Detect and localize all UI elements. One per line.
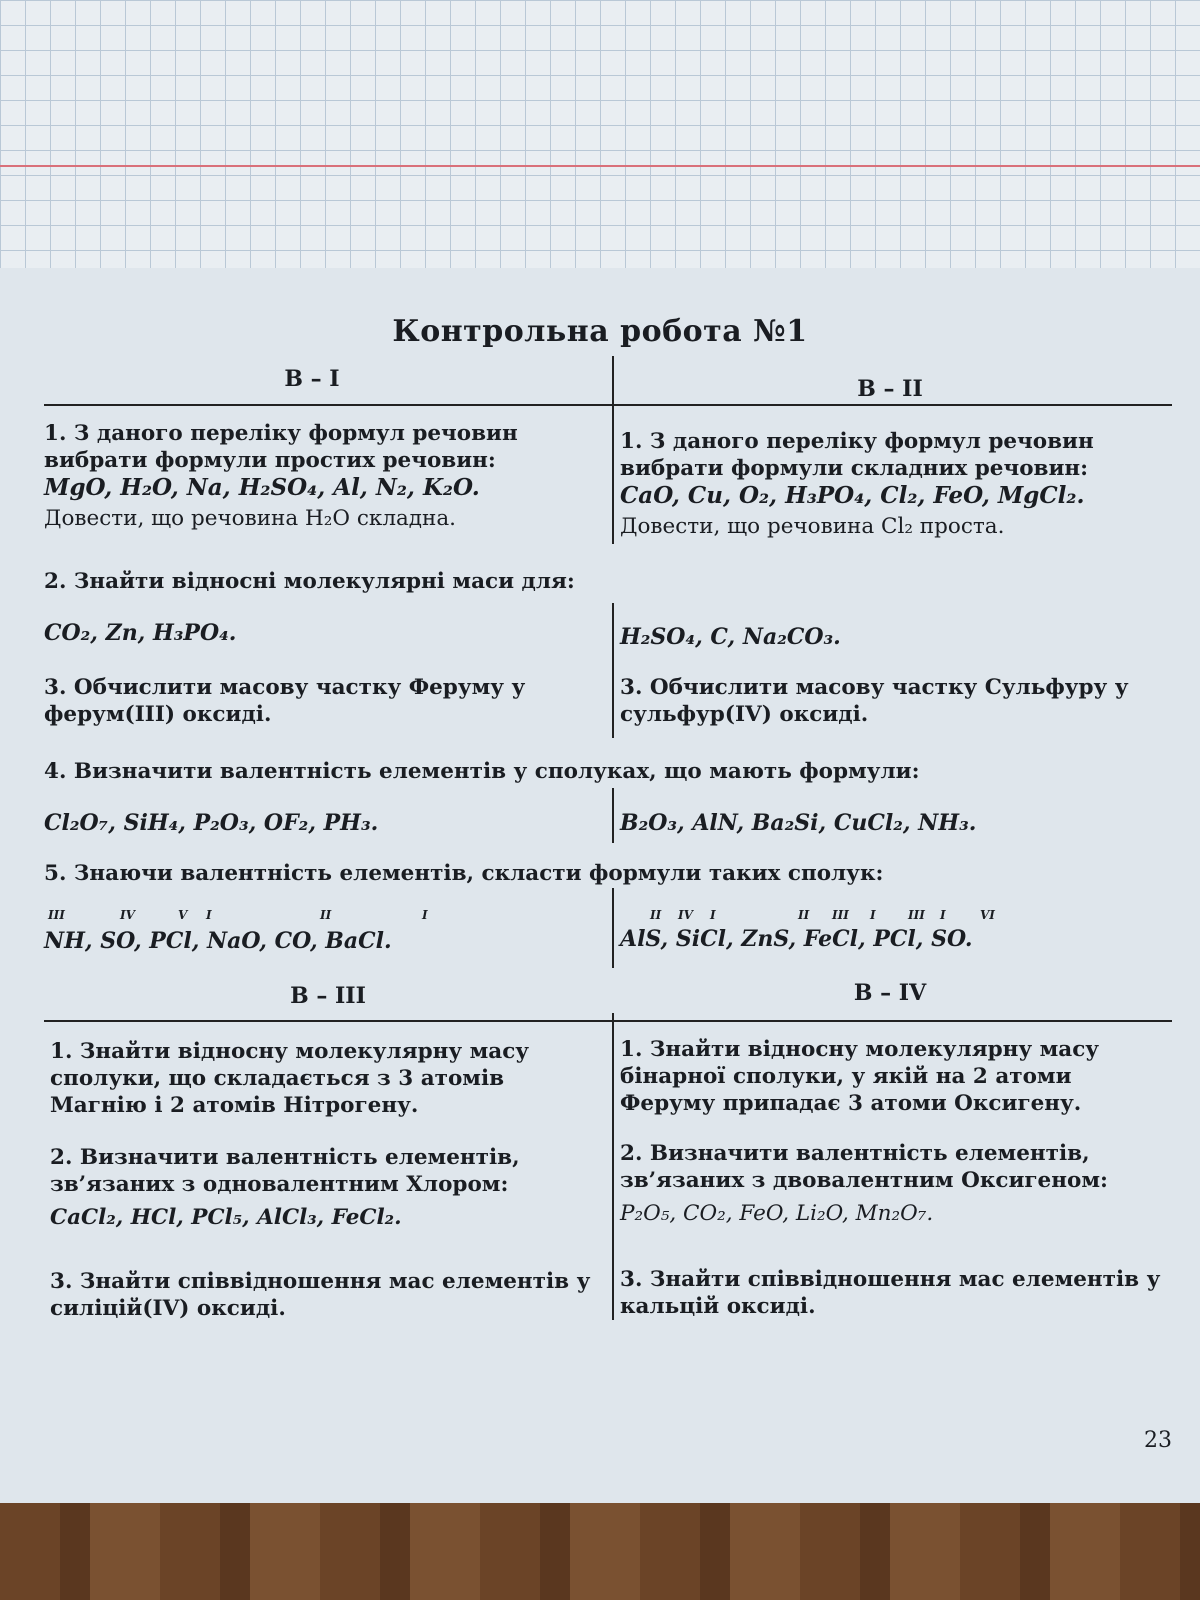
- v1-task-5-formulas: [44, 928, 392, 954]
- notebook-grid-paper: [0, 0, 1200, 300]
- v4-task-1-line-2: бінарної сполуки, у якій на 2 атоми: [620, 1064, 1072, 1089]
- valence-label: VI: [980, 908, 995, 922]
- variant-2-header: В – ІІ: [857, 376, 923, 402]
- v3-task-2-formulas: CaCl₂, HCl, PCl₅, AlCl₃, FeCl₂.: [50, 1205, 402, 1230]
- v1-task-1-line-1: 1. З даного переліку формул речовин: [44, 421, 518, 446]
- v4-task-3-line-1: 3. Знайти співвідношення мас елементів у: [620, 1267, 1161, 1292]
- v4-task-3: [620, 1266, 1170, 1320]
- column-divider: [612, 888, 614, 968]
- v2-task-3-line-2: сульфур(IV) оксиді.: [620, 702, 869, 727]
- v3-task-3-line-2: силіцій(IV) оксиді.: [50, 1296, 286, 1321]
- v3-task-1: [50, 1038, 608, 1119]
- v4-task-2-formulas: P₂O₅, CO₂, FeO, Li₂O, Mn₂O₇.: [620, 1201, 934, 1226]
- valence-label: III: [832, 908, 849, 922]
- v2-task-2-formulas: H₂SO₄, C, Na₂CO₃.: [620, 624, 841, 650]
- valence-label: III: [908, 908, 925, 922]
- task-5-prompt: [44, 860, 883, 887]
- v3-task-3-line-1: 3. Знайти співвідношення мас елементів у: [50, 1269, 591, 1294]
- v2-task-1-line-1: 1. З даного переліку формул речовин: [620, 429, 1094, 454]
- v1-task-3-line-1: 3. Обчислити масову частку Феруму у: [44, 675, 526, 700]
- middle-divider: [44, 1020, 1172, 1022]
- v2-task-1: [620, 428, 1170, 540]
- v2-task-1-line-2: вибрати формули складних речовин:: [620, 456, 1089, 481]
- v2-task-5-formulas: [620, 926, 973, 952]
- valence-label: II: [320, 908, 332, 922]
- valence-label: III: [48, 908, 65, 922]
- v4-task-3-line-2: кальцій оксиді.: [620, 1294, 816, 1319]
- v1-task-1: [44, 420, 610, 532]
- column-divider-bottom: [612, 1020, 614, 1320]
- variant-1-header: В – І: [284, 366, 340, 392]
- v1-task-4-formulas: Cl₂O₇, SiH₄, P₂O₃, OF₂, PH₃.: [44, 810, 379, 836]
- v1-task-1-prove: Довести, що речовина H₂O складна.: [44, 506, 457, 531]
- column-divider: [612, 603, 614, 738]
- valence-label: I: [870, 908, 876, 922]
- v1-task-1-formulas: MgO, H₂O, Na, H₂SO₄, Al, N₂, K₂O.: [44, 474, 480, 501]
- task-4-prompt: [44, 758, 920, 785]
- variant-3-header: В – ІІІ: [290, 983, 366, 1009]
- task-2-prompt: [44, 568, 575, 595]
- top-divider: [44, 404, 1172, 406]
- v2-task-3: [620, 674, 1170, 728]
- valence-label: IV: [120, 908, 135, 922]
- v4-task-1-line-3: Феруму припадає 3 атоми Оксигену.: [620, 1091, 1082, 1116]
- v4-task-2-line-1: 2. Визначити валентність елементів,: [620, 1141, 1090, 1166]
- v2-task-5-formulas-text: AlS, SiCl, ZnS, FeCl, PCl, SO.: [620, 926, 973, 952]
- valence-label: I: [710, 908, 716, 922]
- v3-task-1-line-2: сполуки, що складається з 3 атомів: [50, 1066, 505, 1091]
- valence-label: I: [206, 908, 212, 922]
- v3-task-1-line-3: Магнію і 2 атомів Нітрогену.: [50, 1093, 419, 1118]
- v4-task-1: [620, 1036, 1170, 1117]
- v4-task-2: [620, 1140, 1170, 1227]
- valence-label: I: [940, 908, 946, 922]
- v1-task-5-formulas-text: NH, SO, PCl, NaO, CO, BaCl.: [44, 928, 392, 954]
- v2-task-4-formulas: B₂O₃, AlN, Ba₂Si, CuCl₂, NH₃.: [620, 810, 977, 836]
- task-2-prompt-text: 2. Знайти відносні молекулярні маси для:: [44, 569, 575, 594]
- v3-task-1-line-1: 1. Знайти відносну молекулярну масу: [50, 1039, 530, 1064]
- page-number: 23: [1144, 1428, 1172, 1453]
- valence-label: II: [798, 908, 810, 922]
- column-divider: [612, 356, 614, 544]
- valence-label: I: [422, 908, 428, 922]
- variant-4-header: В – IV: [853, 980, 927, 1006]
- test-page: [0, 268, 1200, 1503]
- v3-task-2: [50, 1144, 608, 1231]
- v4-task-1-line-1: 1. Знайти відносну молекулярну масу: [620, 1037, 1100, 1062]
- valence-label: IV: [678, 908, 693, 922]
- v4-task-2-line-2: зв’язаних з двовалентним Оксигеном:: [620, 1168, 1108, 1193]
- v3-task-2-line-2: зв’язаних з одновалентним Хлором:: [50, 1172, 509, 1197]
- v1-task-2-formulas: CO₂, Zn, H₃PO₄.: [44, 620, 237, 646]
- task-5-prompt-text: 5. Знаючи валентність елементів, скласти формули таких сполук:: [44, 861, 884, 886]
- v2-task-3-line-1: 3. Обчислити масову частку Сульфуру у: [620, 675, 1129, 700]
- valence-label: V: [178, 908, 188, 922]
- task-4-prompt-text: 4. Визначити валентність елементів у сполуках, що мають формули:: [44, 759, 920, 784]
- valence-label: II: [650, 908, 662, 922]
- notebook-margin-line: [0, 165, 1200, 167]
- v1-task-3-line-2: ферум(ІІІ) оксиді.: [44, 702, 272, 727]
- v3-task-2-line-1: 2. Визначити валентність елементів,: [50, 1145, 520, 1170]
- v3-task-3: [50, 1268, 608, 1322]
- v2-task-1-prove: Довести, що речовина Cl₂ проста.: [620, 514, 1005, 539]
- v2-task-1-formulas: CaO, Cu, O₂, H₃PO₄, Cl₂, FeO, MgCl₂.: [620, 482, 1085, 509]
- wooden-table: [0, 1500, 1200, 1600]
- page-title: Контрольна робота №1: [392, 314, 808, 349]
- v1-task-3: [44, 674, 610, 728]
- column-divider: [612, 788, 614, 843]
- v1-task-1-line-2: вибрати формули простих речовин:: [44, 448, 496, 473]
